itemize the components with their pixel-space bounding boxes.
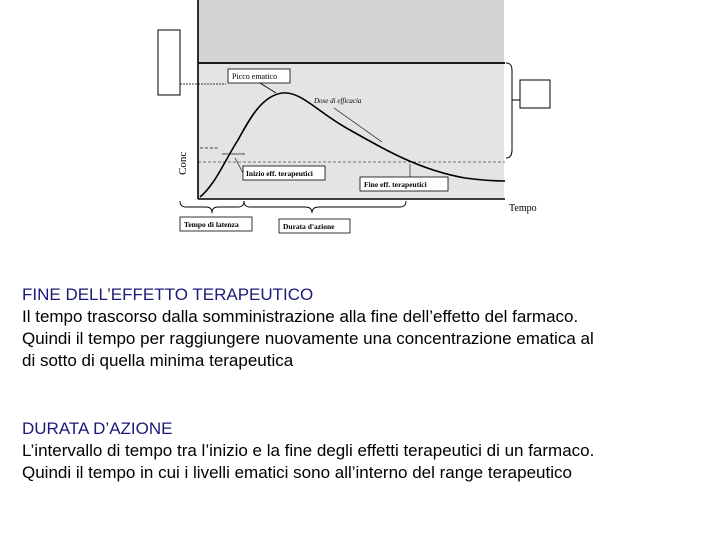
curve-note-1: ≈ ≈ ≈ ≈ (200, 146, 218, 152)
toxic-zone (198, 0, 504, 63)
pharmacokinetic-diagram (0, 0, 720, 240)
range-bracket (506, 63, 512, 158)
conc-axis-label: Conc (177, 151, 189, 175)
tempo-axis-label: Tempo (509, 203, 537, 214)
durata-azione-section (22, 418, 712, 484)
durata-azione-heading: DURATA D’AZIONE (22, 419, 173, 438)
fine-label: Fine eff. terapeutici (364, 180, 427, 189)
fine-effetto-line-2: Quindi il tempo per raggiungere nuovamente una concentrazione ematica al (22, 329, 594, 348)
picco-label: Picco ematico (232, 72, 278, 81)
latency-bracket (180, 201, 244, 213)
dose-label: Dose di efficacia (314, 97, 362, 105)
fine-effetto-heading: FINE DELL’EFFETTO TERAPEUTICO (22, 285, 314, 304)
latenza-label: Tempo di latenza (184, 220, 239, 229)
curve-note-2: ≈≈≈≈≈≈≈ (222, 152, 246, 158)
inizio-label: Inizio eff. terapeutici (246, 169, 313, 178)
right-range-box (520, 80, 550, 108)
fine-effetto-line-3: di sotto di quella minima terapeutica (22, 351, 294, 370)
durata-label: Durata d'azione (283, 222, 335, 231)
durata-azione-line-2: Quindi il tempo in cui i livelli ematici sono all’interno del range terapeutico (22, 463, 572, 482)
fine-effetto-line-1: Il tempo trascorso dalla somministrazione alla fine dell’effetto del farmaco. (22, 307, 579, 326)
duration-bracket (244, 201, 406, 213)
left-scale-box (158, 30, 180, 95)
durata-azione-line-1: L’intervallo di tempo tra l’inizio e la fine degli effetti terapeutici di un farmaco. (22, 441, 595, 460)
fine-effetto-section (22, 284, 712, 372)
